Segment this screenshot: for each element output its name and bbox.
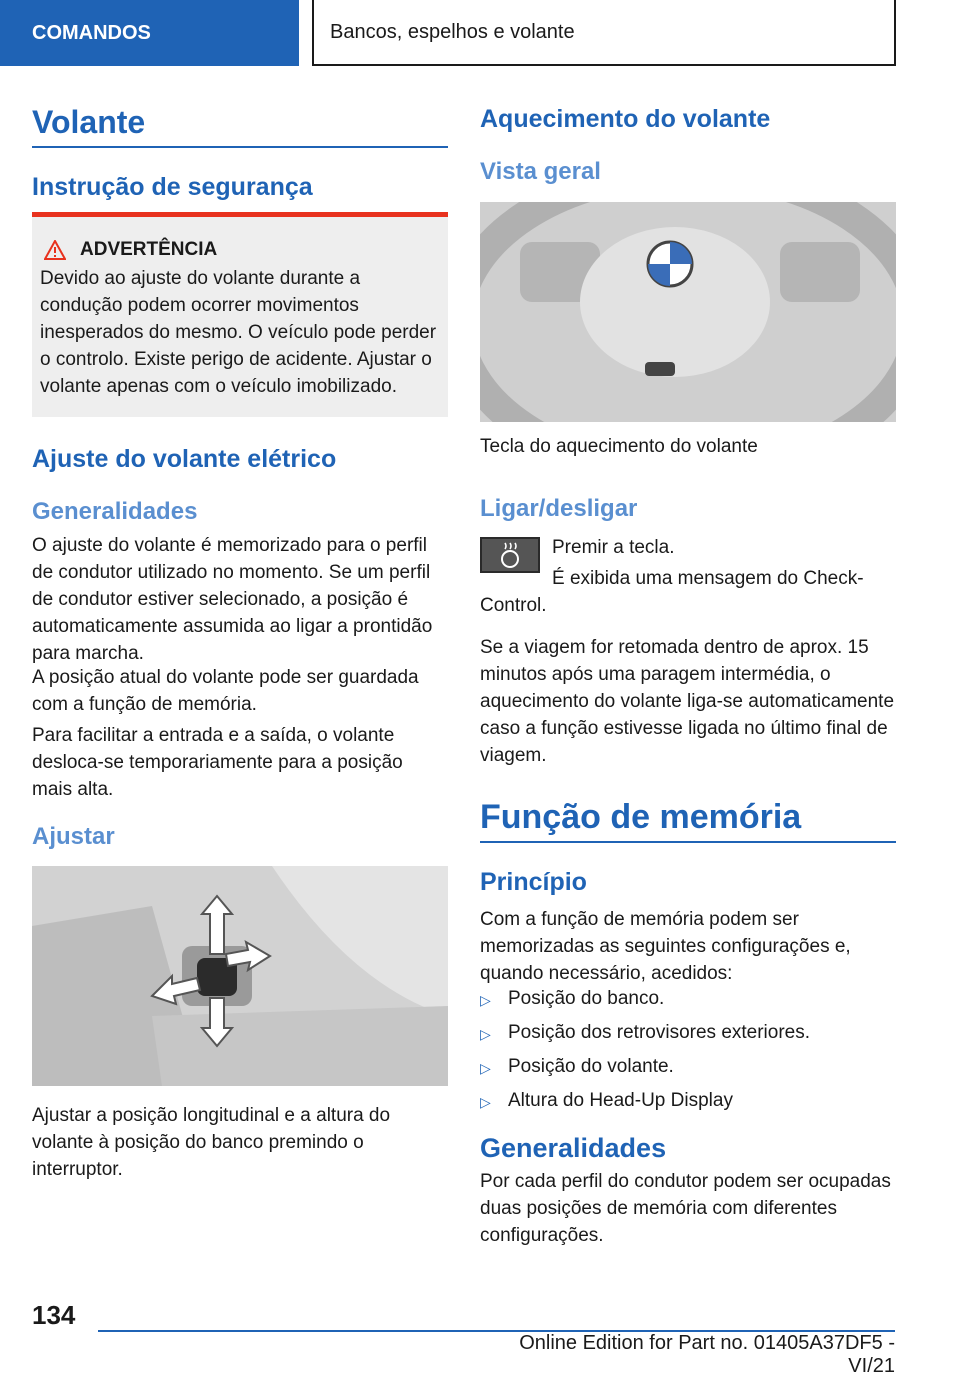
- page-title: Volante: [32, 102, 448, 148]
- page-number: 134: [32, 1300, 76, 1330]
- general-heading-right: Generalidades: [480, 1133, 667, 1163]
- warning-text: Devido ao ajuste do volante durante a condução podem ocorrer movimentos inesperados do mesmo. O veículo pode perder o controlo. Existe perigo de acidente. Ajustar o volante apenas com o veículo imobilizado.: [40, 268, 437, 397]
- list-item: ▷ Posição do volante.: [480, 1053, 896, 1082]
- warning-title: ADVERTÊNCIA: [80, 239, 218, 260]
- chapter-tab: [312, 0, 896, 66]
- heating-heading: Aquecimento do volante: [480, 105, 771, 133]
- general-paragraph-1: O ajuste do volante é memorizado para o perfil de condutor utilizado no momento. Se um perfil de condutor estiver selecionado, a posição é automaticamente assumida ao ligar a prontidão para marcha.: [32, 535, 433, 664]
- warning-header: [44, 239, 440, 261]
- general-paragraph-2: A posição atual do volante pode ser guardada com a função de memória.: [32, 667, 419, 715]
- onoff-heading: Ligar/desligar: [480, 495, 638, 522]
- steering-wheel-image: [480, 202, 896, 422]
- section-tab: [0, 0, 299, 66]
- steering-adjust-image: [32, 866, 448, 1086]
- general-heading-left: Generalidades: [32, 498, 198, 525]
- adjust-caption: Ajustar a posição longitudinal e a altura do volante à posição do banco premindo o interruptor.: [32, 1105, 391, 1180]
- triangle-bullet-icon: ▷: [480, 992, 491, 1008]
- electric-adjust-heading: Ajuste do volante elétrico: [32, 445, 337, 473]
- memory-settings-list: [480, 985, 896, 1121]
- list-item: ▷ Posição do banco.: [480, 985, 896, 1014]
- overview-caption: Tecla do aquecimento do volante: [480, 436, 758, 457]
- list-item: ▷ Posição dos retrovisores exteriores.: [480, 1019, 896, 1048]
- triangle-bullet-icon: ▷: [480, 1094, 491, 1110]
- warning-icon: [44, 240, 66, 260]
- footer-edition: Online Edition for Part no. 01405A37DF5 - VI/21: [519, 1332, 895, 1377]
- principle-paragraph: Com a função de memória podem ser memorizadas as seguintes configurações e, quando necessário, acedidos:: [480, 909, 851, 984]
- onoff-paragraph-3: Se a viagem for retomada dentro de aprox. 15 minutos após uma paragem intermédia, o aquecimento do volante liga-se automaticamente caso a função estivesse ligada no último final de viagem.: [480, 637, 895, 766]
- list-item: ▷ Altura do Head-Up Display: [480, 1087, 896, 1116]
- adjust-heading: Ajustar: [32, 823, 115, 850]
- general-paragraph-3: Para facilitar a entrada e a saída, o volante desloca-se temporariamente para a posição mais alta.: [32, 725, 403, 800]
- memory-title: Função de memória: [480, 797, 896, 843]
- onoff-paragraph-2: É exibida uma mensagem do Check-Control.: [480, 568, 864, 616]
- warning-box: [32, 212, 448, 417]
- chapter-title: Bancos, espelhos e volante: [330, 20, 575, 43]
- steering-switch-illustration: [32, 866, 448, 1086]
- safety-heading: Instrução de segurança: [32, 173, 313, 201]
- general-paragraph-right: Por cada perfil do condutor podem ser ocupadas duas posições de memória com diferentes configurações.: [480, 1171, 891, 1246]
- steering-wheel-illustration: [480, 202, 896, 422]
- triangle-bullet-icon: ▷: [480, 1060, 491, 1076]
- section-title: COMANDOS: [32, 21, 151, 44]
- principle-heading: Princípio: [480, 868, 587, 896]
- overview-heading: Vista geral: [480, 158, 601, 185]
- triangle-bullet-icon: ▷: [480, 1026, 491, 1042]
- onoff-paragraph-1: Premir a tecla.: [552, 537, 675, 558]
